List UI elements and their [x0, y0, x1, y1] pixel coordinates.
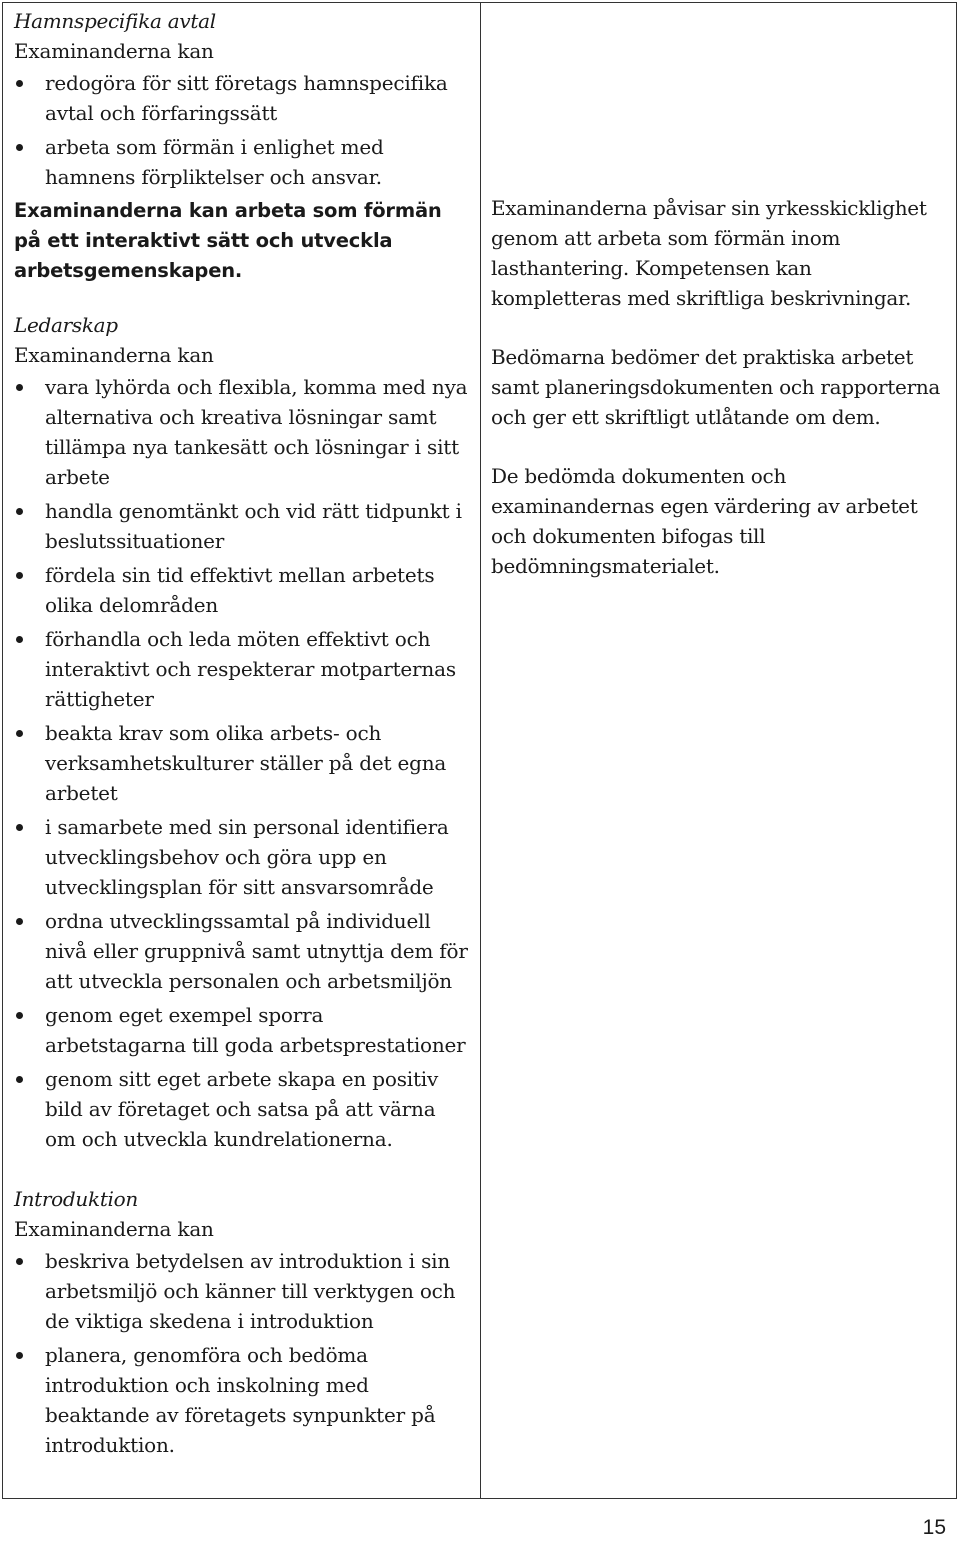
section-title-hamnspecifika: Hamnspecifika avtal	[14, 9, 216, 33]
list-item: redogöra för sitt företags hamnspecifika avtal och förfaringssätt	[14, 68, 470, 128]
list-item: beakta krav som olika arbets- och verksamhetskulturer ställer på det egna arbetet	[14, 718, 470, 808]
bullet-icon	[16, 384, 23, 391]
bold-statement: Examinanderna kan arbeta som förmän på ett interaktivt sätt och utveckla arbetsgemenskapen.	[14, 199, 442, 282]
assessment-column	[481, 3, 956, 1498]
list-item: handla genomtänkt och vid rätt tidpunkt i beslutssituationer	[14, 496, 470, 556]
list-item: arbeta som förmän i enlighet med hamnens förpliktelser och ansvar.	[14, 132, 470, 192]
list-item: ordna utvecklingssamtal på individuell nivå eller gruppnivå samt utnyttja dem för att utveckla personalen och arbetsmiljön	[14, 906, 470, 996]
bullet-icon	[16, 636, 23, 643]
list-item: fördela sin tid effektivt mellan arbetets olika delområden	[14, 560, 470, 620]
bullet-icon	[16, 1352, 23, 1359]
bullet-icon	[16, 508, 23, 515]
list-item: i samarbete med sin personal identifiera utvecklingsbehov och göra upp en utvecklingsplan för sitt ansvarsområde	[14, 812, 470, 902]
bullet-icon	[16, 918, 23, 925]
bullet-icon	[16, 824, 23, 831]
bullet-icon	[16, 1258, 23, 1265]
bullet-icon	[16, 1076, 23, 1083]
bullet-icon	[16, 144, 23, 151]
section-title-introduktion: Introduktion	[14, 1187, 138, 1211]
list-item: genom eget exempel sporra arbetstagarna till goda arbetsprestationer	[14, 1000, 470, 1060]
assessment-paragraph: Bedömarna bedömer det praktiska arbetet samt planeringsdokumenten och rapporterna och ger ett skriftligt utlåtande om dem.	[491, 345, 941, 429]
section-intro: Examinanderna kan	[14, 39, 214, 63]
section-intro: Examinanderna kan	[14, 343, 214, 367]
list-item: planera, genomföra och bedöma introduktion och inskolning med beaktande av företagets synpunkter på introduktion.	[14, 1340, 470, 1460]
page-number: 15	[922, 1516, 946, 1539]
assessment-paragraph: De bedömda dokumenten och examinandernas egen värdering av arbetet och dokumenten bifogas till bedömningsmaterialet.	[491, 464, 918, 578]
assessment-paragraph: Examinanderna påvisar sin yrkesskicklighet genom att arbeta som förmän inom lasthantering. Kompetensen kan kompletteras med skriftliga beskrivningar.	[491, 196, 927, 310]
bullet-list-introduktion	[14, 1246, 470, 1460]
list-item: beskriva betydelsen av introduktion i sin arbetsmiljö och känner till verktygen och de viktiga skedena i introduktion	[14, 1246, 470, 1336]
list-item: vara lyhörda och flexibla, komma med nya alternativa och kreativa lösningar samt tillämpa nya tankesätt och lösningar i sitt arbete	[14, 372, 470, 492]
section-title-ledarskap: Ledarskap	[14, 313, 118, 337]
list-item: förhandla och leda möten effektivt och interaktivt och respekterar motparternas rättigheter	[14, 624, 470, 714]
competence-column	[3, 3, 481, 1498]
bullet-list-ledarskap	[14, 372, 470, 1154]
list-item: genom sitt eget arbete skapa en positiv bild av företaget och satsa på att värna om och utveckla kundrelationerna.	[14, 1064, 470, 1154]
bullet-icon	[16, 572, 23, 579]
bullet-icon	[16, 80, 23, 87]
assessment-table	[2, 2, 957, 1499]
bullet-icon	[16, 730, 23, 737]
bullet-icon	[16, 1012, 23, 1019]
bullet-list-hamnspecifika	[14, 68, 470, 192]
section-intro: Examinanderna kan	[14, 1217, 214, 1241]
